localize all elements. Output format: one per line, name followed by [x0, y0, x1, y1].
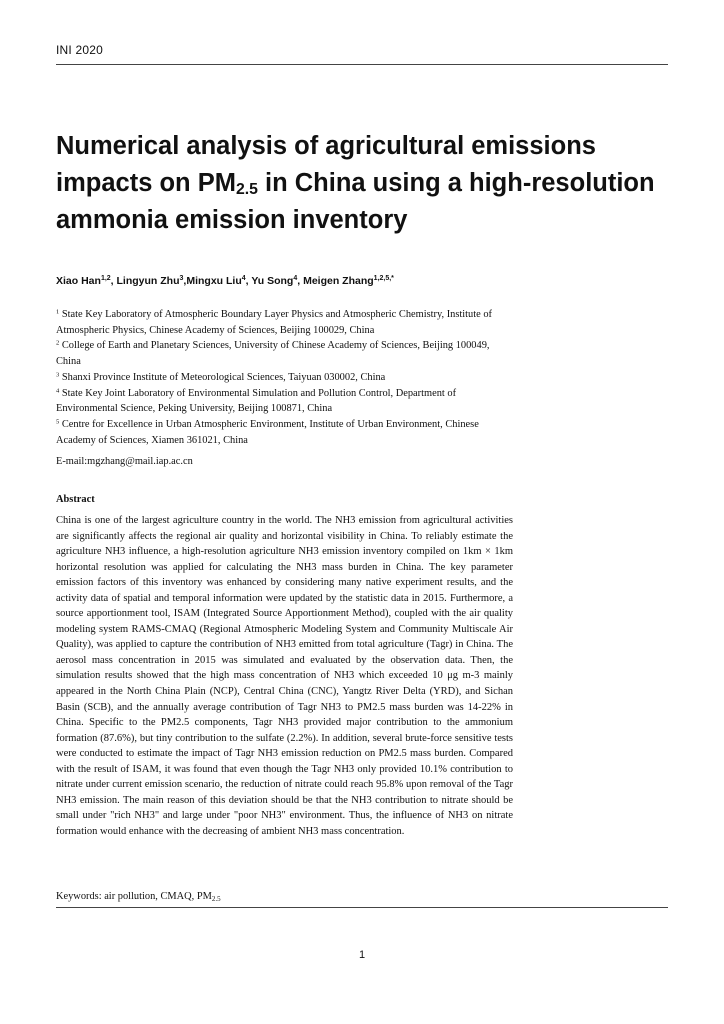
author-affiliation-mark: 1,2,5,*	[373, 275, 394, 282]
author-name: Lingyun Zhu	[116, 275, 180, 287]
abstract-heading: Abstract	[56, 494, 95, 505]
title-subscript: 2.5	[235, 180, 258, 198]
affiliation-item	[56, 307, 508, 338]
author-separator: ,	[297, 275, 304, 287]
affiliation-item	[56, 370, 508, 386]
author-separator: ,	[183, 275, 187, 287]
affiliation-item	[56, 417, 508, 448]
author-list	[56, 275, 666, 287]
author-affiliation-mark: 1,2	[100, 275, 111, 282]
keywords-text: Keywords: air pollution, CMAQ, PM	[56, 891, 212, 902]
author-name: Meigen Zhang	[303, 275, 374, 287]
author-name: Mingxu Liu	[186, 275, 242, 287]
footer-divider	[56, 907, 668, 908]
affiliation-text: Centre for Excellence in Urban Atmospheric Environment, Institute of Urban Environment, Chinese Academy of Sciences, Xiamen 361021, China	[56, 418, 479, 446]
abstract-body: China is one of the largest agriculture country in the world. The NH3 emission from agricultural activities are significantly affects the regional air quality and horizontal visibility in China. To reliably estimate the agriculture NH3 influence, a high-resolution agriculture NH3 emission inventory compiled on 1km × 1km horizontal resolution was applied for calculating the NH3 mass burden in China. The key parameter emission factors of this inventory was enhanced by considering many native experiment results, and the activity data of spatial and temporal information were updated by the statistic data in 2015. Furthermore, a source apportionment tool, ISAM (Integrated Source Apportionment Method), coupled with the air quality modeling system RAMS-CMAQ (Regional Atmospheric Modeling System and Community Multiscale Air Quality), was applied to capture the contribution of NH3 emitted from total agriculture (Tagr) in China. The aerosol mass concentration in 2015 was simulated and evaluated by the observation data. Then, the simulation results showed that the high mass concentration of NH3 which exceeded 10 μg m-3 mainly appeared in the North China Plain (NCP), Central China (CNC), Yangtz River Delta (YRD), and Sichan Basin (SCB), and the annually average contribution of Tagr NH3 to PM2.5 mass burden was 14-22% in China. Specific to the PM2.5 components, Tagr NH3 provided major contribution to the ammonium formation (87.6%), but tiny contribution to the sulfate (2.2%). In addition, several brute-force sensitive tests were conducted to estimate the impact of Tagr NH3 emission reduction on PM2.5 mass burden. Compared with the result of ISAM, it was found that even though the Tagr NH3 only provided 10.1% contribution to nitrate under current emission scenario, the reduction of nitrate could reach 95.8% upon removal of the Tagr NH3 emission. The main reason of this deviation should be that the NH3 contribution to nitrate should be small under "rich NH3" and large under "poor NH3" environment. Thus, the influence of NH3 on nitrate formation would enhance with the decreasing of ambient NH3 mass concentration.	[56, 515, 513, 837]
page-number: 1	[358, 949, 366, 961]
header-divider	[56, 64, 668, 65]
title-part-2: in China using a high-resolution ammonia emission inventory	[56, 169, 655, 234]
affiliation-number: 1	[56, 308, 60, 316]
author-separator: ,	[110, 275, 117, 287]
affiliation-number: 5	[56, 418, 60, 426]
affiliation-number: 2	[56, 339, 60, 347]
author-affiliation-mark: 4	[241, 275, 246, 282]
author-name: Yu Song	[251, 275, 294, 287]
affiliation-text: State Key Laboratory of Atmospheric Boundary Layer Physics and Atmospheric Chemistry, Institute of Atmospheric Physics, Chinese Academy of Sciences, Beijing 100029, China	[56, 309, 493, 336]
author-separator: ,	[245, 275, 252, 287]
keywords-line	[56, 891, 221, 902]
affiliation-number: 3	[56, 371, 60, 379]
affiliation-text: State Key Joint Laboratory of Environmental Simulation and Pollution Control, Department of Environmental Science, Peking University, Beijing 100871, China	[56, 387, 457, 415]
affiliation-text: Shanxi Province Institute of Meteorological Sciences, Taiyuan 030002, China	[59, 371, 386, 383]
affiliation-number: 4	[56, 387, 60, 395]
affiliation-list	[56, 307, 508, 448]
conference-label: INI 2020	[56, 43, 103, 57]
author-name: Xiao Han	[56, 275, 101, 287]
author-affiliation-mark: 3	[179, 275, 184, 282]
contact-email: E-mail:mgzhang@mail.iap.ac.cn	[56, 456, 193, 467]
author-affiliation-mark: 4	[293, 275, 298, 282]
affiliation-text: College of Earth and Planetary Sciences, University of Chinese Academy of Sciences, Beijing 100049, China	[56, 340, 490, 368]
affiliation-item	[56, 386, 508, 417]
paper-title	[56, 128, 656, 239]
keywords-subscript: 2.5	[211, 895, 221, 903]
affiliation-item	[56, 338, 508, 369]
title-part-1: Numerical analysis of agricultural emissions impacts on PM	[56, 132, 596, 197]
